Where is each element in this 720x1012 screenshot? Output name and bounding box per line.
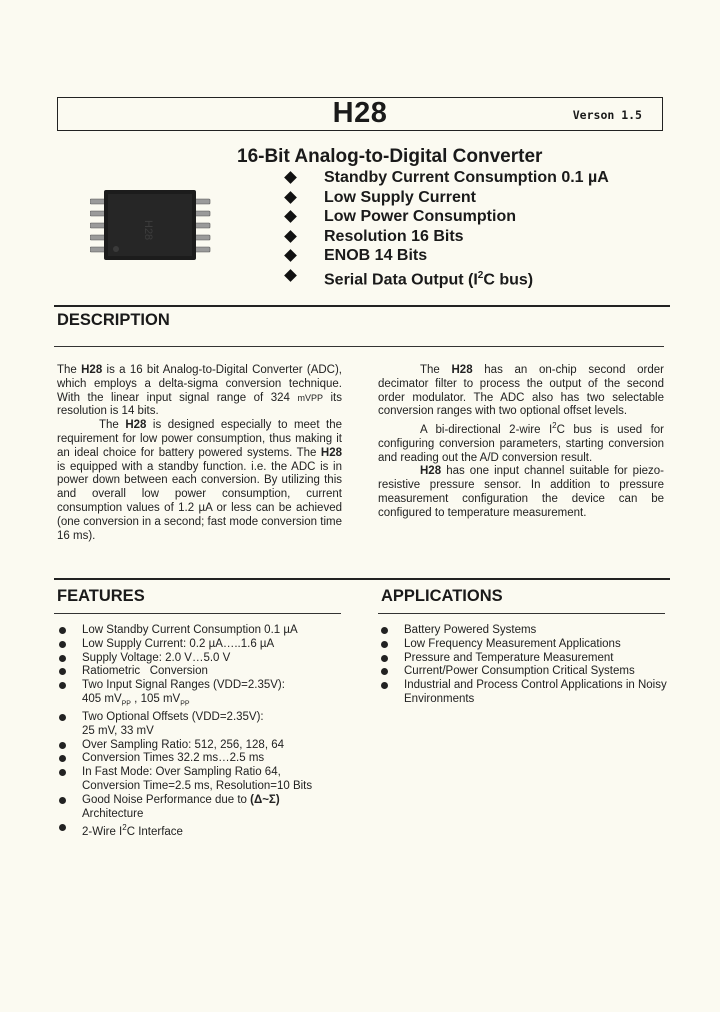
- bullet-dot-icon: [59, 769, 66, 776]
- description-paragraph: A bi-directional 2-wire $I^2C$ bus is used for configuring conversion parameters, starting conversion and reading out the A/D conversion result.: [378, 421, 664, 464]
- diamond-bullet-icon: [284, 230, 297, 243]
- diamond-bullet-icon: [284, 191, 297, 204]
- bullet-dot-icon: [59, 755, 66, 762]
- list-item: In Fast Mode: Over Sampling Ratio 64, Conversion Time=2.5 ms, Resolution=10 Bits: [57, 766, 347, 794]
- product-feature-item: ENOB 14 Bits: [284, 246, 609, 266]
- list-item: Low Frequency Measurement Applications: [379, 638, 669, 652]
- heading-underline: [378, 613, 665, 614]
- diamond-bullet-icon: [284, 171, 297, 184]
- product-feature-item: Low Power Consumption: [284, 207, 609, 227]
- product-feature-item: Low Supply Current: [284, 188, 609, 208]
- bullet-dot-icon: [59, 797, 66, 804]
- bullet-dot-icon: [59, 714, 66, 721]
- list-item: Ratiometric Conversion: [57, 665, 347, 679]
- product-feature-list: [284, 168, 609, 288]
- chip-name: H28: [332, 97, 388, 129]
- bullet-dot-icon: [59, 627, 66, 634]
- description-paragraph: H28 has one input channel suitable for piezo-resistive pressure sensor. In addition to pressure measurement configuration the device can be configured to temperature measurement.: [378, 465, 664, 519]
- chip-package-image: [90, 186, 214, 266]
- description-right-column: [378, 364, 664, 521]
- bullet-dot-icon: [381, 682, 388, 689]
- product-feature-item: Resolution 16 Bits: [284, 227, 609, 247]
- list-item: Two Input Signal Ranges (VDD=2.35V): 405 $mV_{PP}$ , 105 $mV_{PP}$: [57, 679, 347, 711]
- list-item: Industrial and Process Control Applications in Noisy Environments: [379, 679, 669, 707]
- applications-heading: APPLICATIONS: [381, 587, 503, 605]
- section-divider: [54, 578, 670, 580]
- bullet-dot-icon: [59, 682, 66, 689]
- list-item: Low Standby Current Consumption 0.1 µA: [57, 624, 347, 638]
- applications-list: [379, 624, 669, 707]
- svg-text:H28: H28: [142, 220, 154, 241]
- bullet-dot-icon: [59, 742, 66, 749]
- description-heading: DESCRIPTION: [57, 311, 170, 329]
- list-item: Good Noise Performance due to (Δ~Σ) Architecture: [57, 794, 347, 822]
- title-box: [57, 97, 663, 131]
- bullet-dot-icon: [59, 668, 66, 675]
- diamond-bullet-icon: [284, 210, 297, 223]
- list-item: Two Optional Offsets (VDD=2.35V): 25 mV, 33 mV: [57, 711, 347, 739]
- bullet-dot-icon: [381, 641, 388, 648]
- list-item: Low Supply Current: 0.2 µA…..1.6 µA: [57, 638, 347, 652]
- list-item: Conversion Times 32.2 ms…2.5 ms: [57, 752, 347, 766]
- list-item: Battery Powered Systems: [379, 624, 669, 638]
- list-item: Supply Voltage: 2.0 V…5.0 V: [57, 652, 347, 666]
- bullet-dot-icon: [59, 655, 66, 662]
- description-paragraph: The H28 is a 16 bit Analog-to-Digital Converter (ADC), which employs a delta-sigma conversion technique. With the linear input signal range of 324 mVPP its resolution is 14 bits.: [57, 364, 342, 418]
- diamond-bullet-icon: [284, 249, 297, 262]
- list-item: Pressure and Temperature Measurement: [379, 652, 669, 666]
- product-title: 16-Bit Analog-to-Digital Converter: [237, 146, 543, 167]
- bullet-dot-icon: [59, 824, 66, 831]
- features-list: [57, 624, 347, 840]
- version-label: Verson 1.5: [572, 108, 642, 122]
- product-feature-item: Standby Current Consumption 0.1 µA: [284, 168, 609, 188]
- bullet-dot-icon: [381, 655, 388, 662]
- diamond-bullet-icon: [284, 269, 297, 282]
- bullet-dot-icon: [381, 668, 388, 675]
- description-left-column: [57, 364, 342, 543]
- list-item: 2-Wire $I^2C$ Interface: [57, 821, 347, 840]
- bullet-dot-icon: [59, 641, 66, 648]
- description-paragraph: The H28 has an on-chip second order decimator filter to process the output of the second order modulator. The ADC also has two selectable conversion ranges with two optional offset levels.: [378, 364, 664, 418]
- heading-underline: [54, 346, 664, 347]
- heading-underline: [54, 613, 341, 614]
- bullet-dot-icon: [381, 627, 388, 634]
- features-heading: FEATURES: [57, 587, 145, 605]
- list-item: Current/Power Consumption Critical Systems: [379, 665, 669, 679]
- product-feature-item: Serial Data Output ($I^2C$ bus): [284, 266, 609, 286]
- list-item: Over Sampling Ratio: 512, 256, 128, 64: [57, 739, 347, 753]
- section-divider: [54, 305, 670, 307]
- description-paragraph: The H28 is designed especially to meet the requirement for low power consumption, thus making it an ideal choice for battery powered systems. The H28 is equipped with a standby function. i.e. the ADC is in power down between each conversion. By utilizing this and overall low power consumption, current consumption values of 1.2 µA or less can be achieved (one conversion in a second; fast mode conversion time 16 ms).: [57, 419, 342, 542]
